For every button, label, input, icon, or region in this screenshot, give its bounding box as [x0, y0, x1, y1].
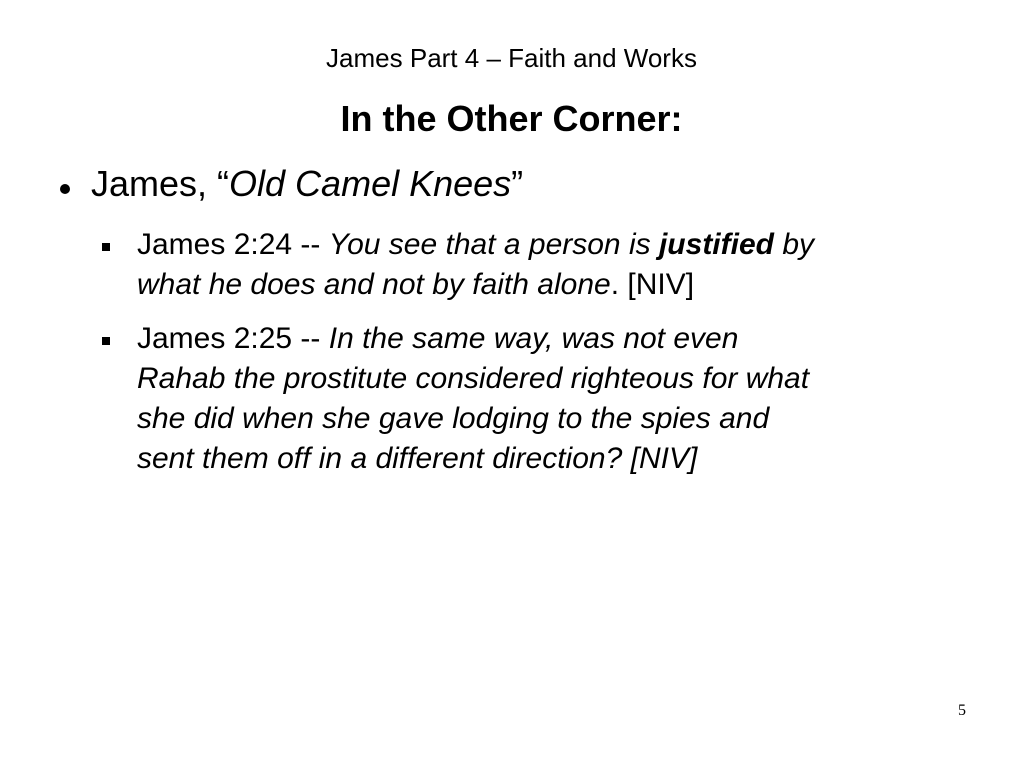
verse-text: by — [773, 228, 815, 261]
bullet-text — [91, 162, 523, 206]
slide-title: In the Other Corner: — [340, 98, 683, 139]
sub-bullet-text — [137, 319, 972, 479]
bullet-suffix: ” — [511, 163, 524, 204]
verse-ref: James 2:25 -- — [137, 322, 329, 355]
square-bullet-icon — [102, 243, 110, 251]
verse-text: In the same way, was not even — [328, 322, 739, 355]
slide-header: James Part 4 – Faith and Works — [326, 43, 697, 73]
round-bullet-icon — [60, 184, 70, 194]
verse-text: she did when she gave lodging to the spies and — [137, 402, 770, 435]
verse-text: You see that a person is — [328, 228, 659, 261]
verse-source: . [NIV] — [610, 268, 695, 301]
sub-bullet-line — [137, 439, 972, 479]
bullet-prefix: James, “ — [91, 163, 230, 204]
bullet-italic: Old Camel Knees — [229, 163, 512, 204]
sub-bullet-text — [137, 225, 972, 305]
sub-bullet-line — [137, 225, 972, 265]
verse-text: sent them off in a different direction? [NIV] — [137, 442, 698, 475]
sub-bullet-line — [137, 359, 972, 399]
verse-ref: James 2:24 -- — [137, 228, 329, 261]
verse-text: Rahab the prostitute considered righteous for what — [137, 362, 810, 395]
sub-bullet-line — [137, 265, 972, 305]
verse-emphasis: justified — [658, 228, 774, 261]
sub-bullet-line — [137, 319, 972, 359]
sub-bullet-line — [137, 399, 972, 439]
verse-text: what he does and not by faith alone — [137, 268, 611, 301]
square-bullet-icon — [102, 337, 110, 345]
page-number: 5 — [958, 702, 966, 719]
